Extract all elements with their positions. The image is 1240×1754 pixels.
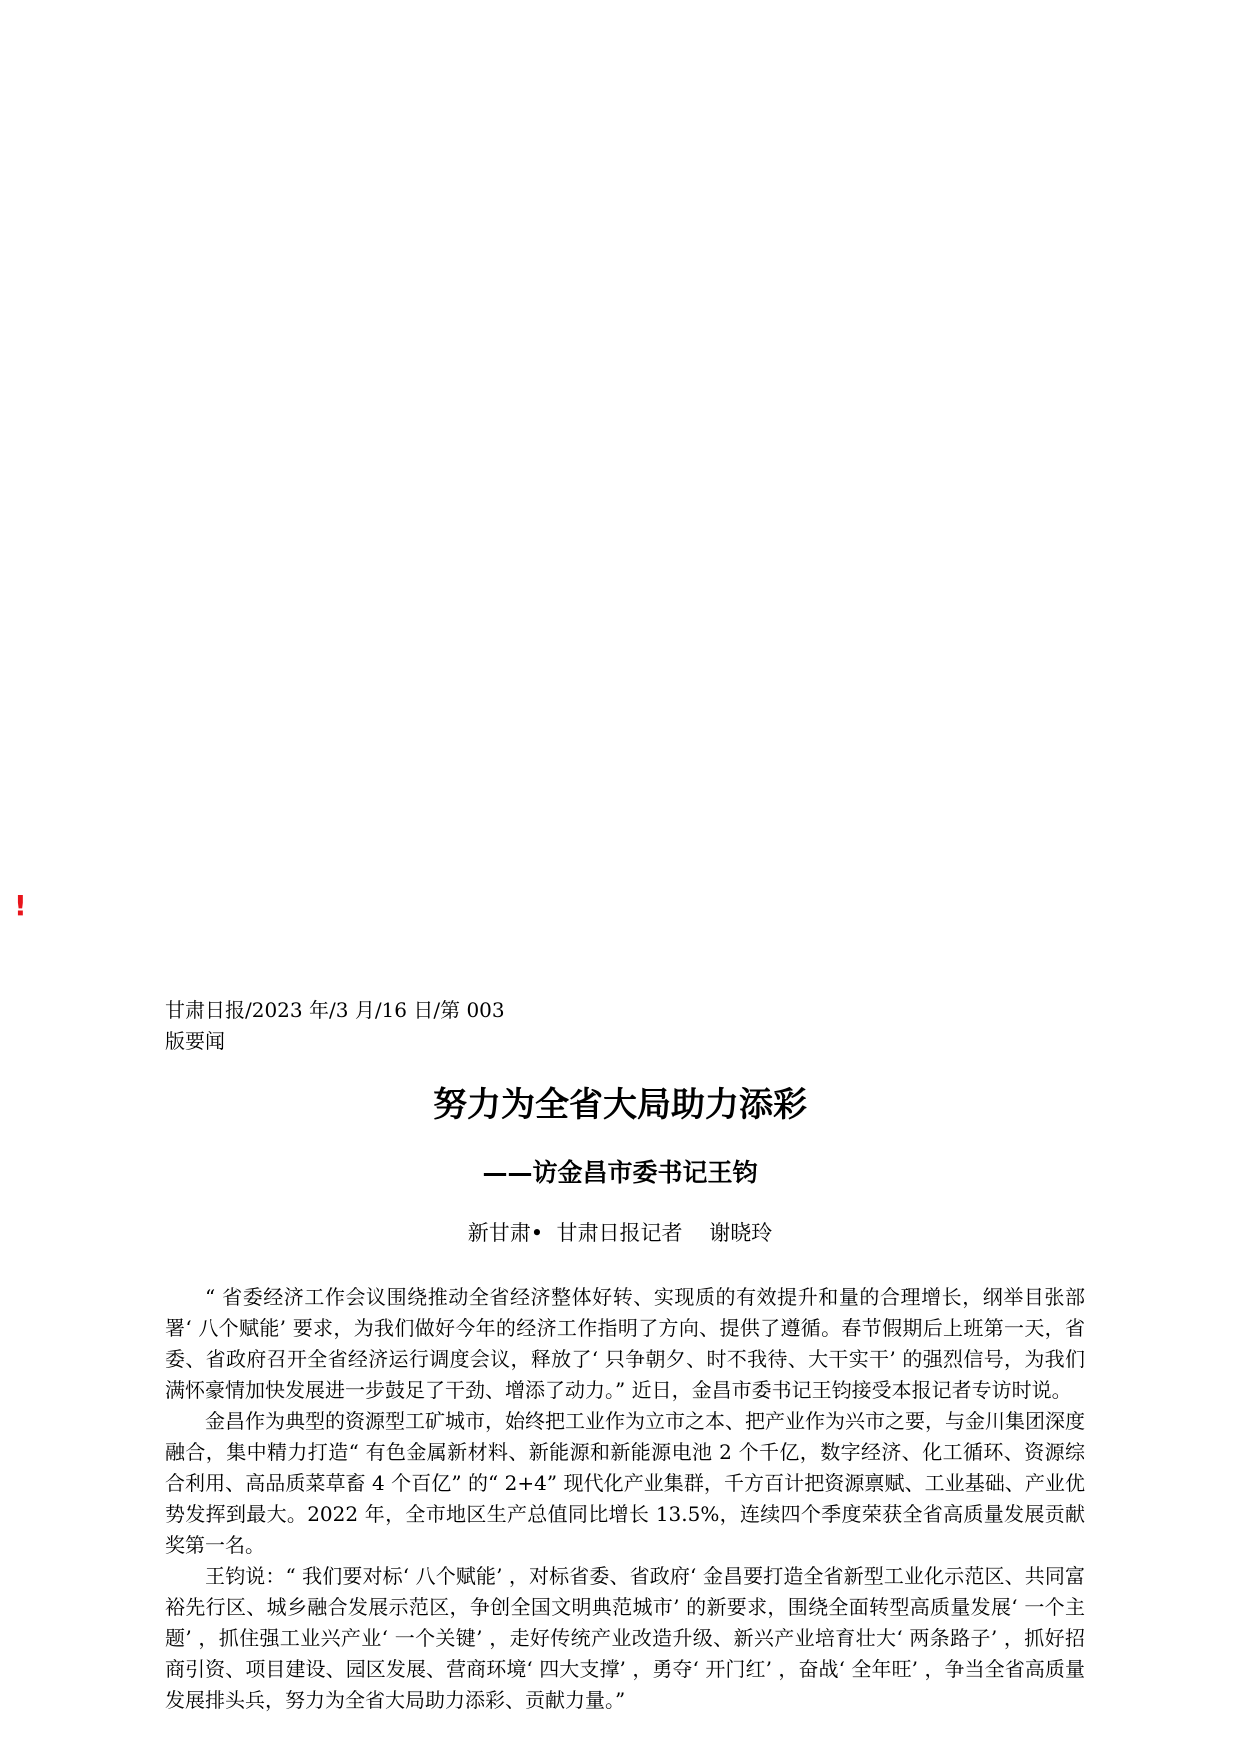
article-title: 努力为全省大局助力添彩	[433, 1085, 807, 1125]
article-paragraph: “ 省委经济工作会议围绕推动全省经济整体好转、实现质的有效提升和量的合理增长，纲举目张部署‘ 八个赋能’ 要求，为我们做好今年的经济工作指明了方向、提供了遵循。春节假期后上班第一天，省委、省政府召开全省经济运行调度会议，释放了‘ 只争朝夕、时不我待、大干实干’ 的强烈信号，为我们满怀豪情加快发展进一步鼓足了干劲、增添了动力。” 近日，金昌市委书记王钧接受本报记者专访时说。	[165, 1285, 1085, 1402]
source-line-2: 版要闻	[165, 1029, 225, 1053]
article-paragraph: 王钧说：“ 我们要对标‘ 八个赋能’ ，对标省委、省政府‘ 金昌要打造全省新型工业化示范区、共同富裕先行区、城乡融合发展示范区，争创全国文明典范城市’ 的新要求，围绕全面转型高质量发展‘ 一个主题’ ，抓住强工业兴产业‘ 一个关键’ ，走好传统产业改造升级、新兴产业培育壮大‘ 两条路子’ ，抓好招商引资、项目建设、园区发展、营商环境‘ 四大支撑’ ，勇夺‘ 开门红’ ，奋战‘ 全年旺’ ，争当全省高质量发展排头兵，努力为全省大局助力添彩、贡献力量。”	[165, 1564, 1085, 1712]
publication-source	[165, 995, 565, 1057]
red-exclamation-mark: !	[14, 889, 27, 922]
article-byline: 新甘肃• 甘肃日报记者 谢晓玲	[467, 1221, 773, 1245]
article-subtitle: ——访金昌市委书记王钧	[482, 1158, 758, 1187]
source-line-1: 甘肃日报/2023 年/3 月/16 日/第 003	[165, 998, 505, 1022]
article-paragraph: 金昌作为典型的资源型工矿城市，始终把工业作为立市之本、把产业作为兴市之要，与金川集团深度融合，集中精力打造“ 有色金属新材料、新能源和新能源电池 2 个千亿，数字经济、化工循环、资源综合利用、高品质菜草畜 4 个百亿” 的“ 2+4” 现代化产业集群，千方百计把资源禀赋、工业基础、产业优势发挥到最大。2022 年，全市地区生产总值同比增长 13.5%，连续四个季度荣获全省高质量发展贡献奖第一名。	[165, 1409, 1085, 1557]
article-body	[165, 1282, 1085, 1716]
